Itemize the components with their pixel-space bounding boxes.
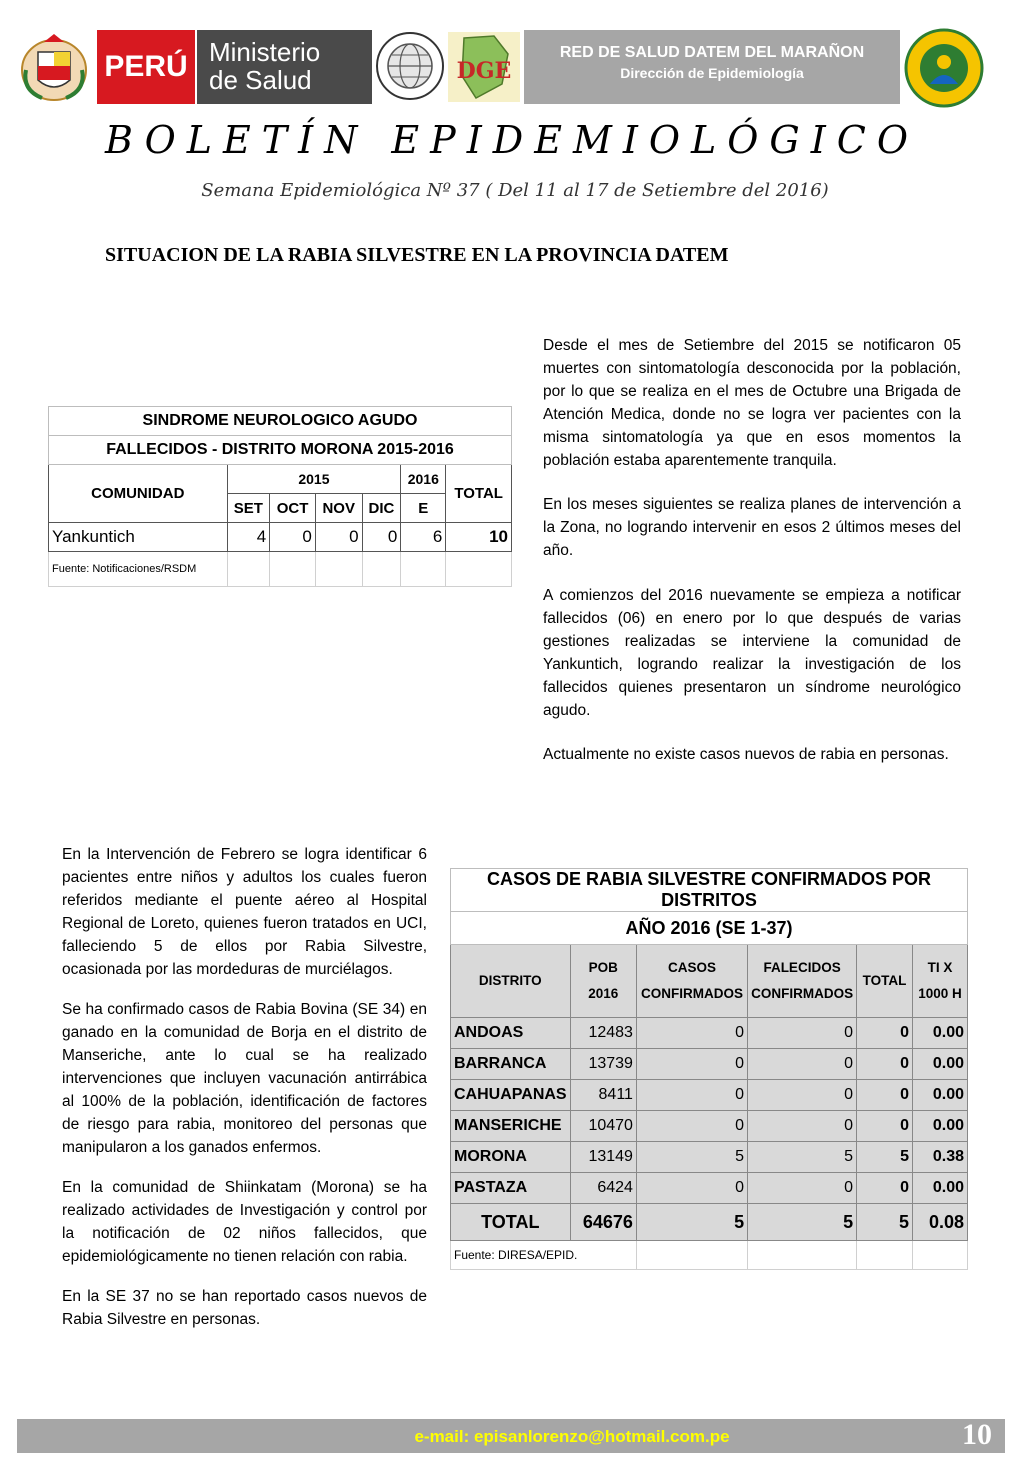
table2-total: 0 — [857, 1080, 913, 1111]
network-department: Dirección de Epidemiología — [620, 65, 804, 81]
table2-col-casos-line2: CONFIRMADOS — [641, 986, 743, 1001]
bulletin-subtitle: Semana Epidemiológica Nº 37 ( Del 11 al 17 de Setiembre del 2016) — [201, 180, 829, 201]
table2-total: 0 — [857, 1173, 913, 1204]
table2-total-pob: 64676 — [570, 1204, 636, 1241]
table2-col-casos-line1: CASOS — [668, 960, 717, 975]
table2-casos: 0 — [636, 1173, 747, 1204]
table1-col-2016: 2016 — [401, 465, 446, 494]
table2-total: 0 — [857, 1049, 913, 1080]
left-paragraph-3: En la comunidad de Shiinkatam (Morona) se ha realizado actividades de Investigación y control por la notificación de 02 niños fallecidos, que epidemiológicamente no tienen relación con rabia. — [62, 1179, 427, 1265]
table2-total-total: 5 — [857, 1204, 913, 1241]
table-row — [49, 523, 512, 552]
table2-title1: CASOS DE RABIA SILVESTRE CONFIRMADOS POR DISTRITOS — [451, 869, 968, 912]
table2-fallecidos: 0 — [748, 1111, 857, 1142]
neuro-syndrome-table — [48, 406, 512, 587]
table2-fallecidos: 0 — [748, 1080, 857, 1111]
table1-month: DIC — [362, 494, 401, 523]
right-paragraph-4: Actualmente no existe casos nuevos de rabia en personas. — [543, 746, 949, 763]
table2-col-fallecidos-line1: FALECIDOS — [763, 960, 841, 975]
table2-total: 5 — [857, 1142, 913, 1173]
table2-fallecidos: 5 — [748, 1142, 857, 1173]
table2-total: 0 — [857, 1018, 913, 1049]
table-row — [451, 1080, 968, 1111]
table2-total-fallecidos: 5 — [748, 1204, 857, 1241]
table1-community: Yankuntich — [49, 523, 228, 552]
table2-tix: 0.38 — [913, 1142, 968, 1173]
table2-fallecidos: 0 — [748, 1018, 857, 1049]
table1-month: SET — [227, 494, 270, 523]
table1-month: E — [401, 494, 446, 523]
table2-col-casos — [636, 945, 747, 1018]
table2-distrito: CAHUAPANAS — [451, 1080, 571, 1111]
table2-tix: 0.00 — [913, 1049, 968, 1080]
table2-total-row — [451, 1204, 968, 1241]
table1-cell: 0 — [362, 523, 401, 552]
table2-distrito: BARRANCA — [451, 1049, 571, 1080]
table-row — [451, 1049, 968, 1080]
dge-logo — [446, 30, 522, 104]
table1-title1: SINDROME NEUROLOGICO AGUDO — [49, 407, 512, 436]
table2-fallecidos: 0 — [748, 1049, 857, 1080]
table-row — [451, 1018, 968, 1049]
table1-month: NOV — [315, 494, 362, 523]
table1-source: Fuente: Notificaciones/RSDM — [49, 552, 228, 587]
table2-total: 0 — [857, 1111, 913, 1142]
table2-total-tix: 0.08 — [913, 1204, 968, 1241]
table2-pob: 12483 — [570, 1018, 636, 1049]
table2-pob: 10470 — [570, 1111, 636, 1142]
dge-label: DGE — [456, 58, 512, 84]
table2-col-total: TOTAL — [857, 945, 913, 1018]
table2-tix: 0.00 — [913, 1080, 968, 1111]
table2-distrito: MORONA — [451, 1142, 571, 1173]
bulletin-title: BOLETÍN EPIDEMIOLÓGICO — [104, 118, 920, 162]
table1-col-2015: 2015 — [227, 465, 401, 494]
table2-casos: 0 — [636, 1018, 747, 1049]
table1-cell: 0 — [315, 523, 362, 552]
page-number: 10 — [962, 1418, 992, 1451]
table2-pob: 8411 — [570, 1080, 636, 1111]
table2-pob: 13739 — [570, 1049, 636, 1080]
footer-email: e-mail: episanlorenzo@hotmail.com.pe — [414, 1427, 730, 1446]
peru-logo — [97, 30, 195, 104]
table2-col-tix — [913, 945, 968, 1018]
table2-total-casos: 5 — [636, 1204, 747, 1241]
table2-col-tix-line2: 1000 H — [918, 986, 962, 1001]
peru-label: PERÚ — [104, 50, 188, 83]
right-paragraph-3: A comienzos del 2016 nuevamente se empieza a notificar fallecidos (06) en enero por lo que después de varias gestiones realizadas se interviene la comunidad de Yankuntich, logrando realizar la investigación de los fallecidos quienes presentaron un síndrome neurológico agudo. — [543, 587, 961, 719]
right-paragraph-1: Desde el mes de Setiembre del 2015 se notificaron 05 muertes con sintomatología desconocida por la población, por lo que se realiza en el mes de Octubre una Brigada de Atención Medica, donde no se logra ver pacientes con la misma sintomatología ya que en esos momentos la población estaba aparentemente tranquila. — [543, 337, 961, 469]
table1-month: OCT — [270, 494, 316, 523]
table2-tix: 0.00 — [913, 1018, 968, 1049]
table2-tix: 0.00 — [913, 1173, 968, 1204]
table2-title2: AÑO 2016 (SE 1-37) — [451, 912, 968, 945]
table-row — [451, 1142, 968, 1173]
table1-col-total: TOTAL — [446, 465, 512, 523]
peru-coat-of-arms-logo — [18, 30, 90, 104]
table2-casos: 0 — [636, 1080, 747, 1111]
table1-cell: 0 — [270, 523, 316, 552]
table2-pob: 13149 — [570, 1142, 636, 1173]
left-paragraph-1: En la Intervención de Febrero se logra identificar 6 pacientes entre niños y adultos los cuales fueron referidos mediante el puente aéreo al Hospital Regional de Loreto, quienes fueron tratados en UCI, falleciendo 5 de ellos por Rabia Silvestre, ocasionada por las mordeduras de murciélagos. — [62, 846, 427, 978]
table1-col-comunidad: COMUNIDAD — [49, 465, 228, 523]
table2-distrito: ANDOAS — [451, 1018, 571, 1049]
table2-distrito: PASTAZA — [451, 1173, 571, 1204]
table2-col-fallecidos — [748, 945, 857, 1018]
renace-logo — [374, 28, 446, 104]
table2-col-pob: POB 2016 — [570, 945, 636, 1018]
table2-col-distrito: DISTRITO — [451, 945, 571, 1018]
network-name: RED DE SALUD DATEM DEL MARAÑON — [559, 44, 865, 61]
table2-col-tix-line1: TI X — [927, 960, 953, 975]
table1-total: 10 — [446, 523, 512, 552]
section-title: SITUACION DE LA RABIA SILVESTRE EN LA PROVINCIA DATEM — [105, 244, 729, 266]
table2-total-label: TOTAL — [451, 1204, 571, 1241]
network-banner — [524, 30, 900, 104]
rabies-cases-table — [450, 868, 968, 1270]
table1-cell: 4 — [227, 523, 270, 552]
table2-casos: 5 — [636, 1142, 747, 1173]
ministerio-de-salud-logo — [197, 30, 372, 104]
table2-casos: 0 — [636, 1049, 747, 1080]
right-paragraph-2: En los meses siguientes se realiza planes de intervención a la Zona, no logrando intervenir en esos 2 últimos meses del año. — [543, 496, 961, 559]
table2-pob: 6424 — [570, 1173, 636, 1204]
ministry-line1: Ministerio — [209, 37, 321, 67]
table2-distrito: MANSERICHE — [451, 1111, 571, 1142]
table1-title2: FALLECIDOS - DISTRITO MORONA 2015-2016 — [49, 436, 512, 465]
table2-tix: 0.00 — [913, 1111, 968, 1142]
table-row — [451, 1111, 968, 1142]
table2-col-fallecidos-line2: CONFIRMADOS — [751, 986, 854, 1001]
left-paragraph-4: En la SE 37 no se han reportado casos nuevos de Rabia Silvestre en personas. — [62, 1288, 427, 1328]
table1-cell: 6 — [401, 523, 446, 552]
red-de-salud-datem-logo — [904, 28, 984, 108]
ministry-line2: de Salud — [209, 65, 312, 95]
table2-source: Fuente: DIRESA/EPID. — [451, 1241, 637, 1270]
table2-fallecidos: 0 — [748, 1173, 857, 1204]
left-paragraph-2: Se ha confirmado casos de Rabia Bovina (SE 34) en ganado en la comunidad de Borja en el distrito de Manseriche, ante lo cual se ha realizado intervenciones que incluyen vacunación antirrábica al 100% de la población, identificación de factores de riesgo para rabia, monitoreo del personas que manipularon a los ganados enfermos. — [62, 1001, 427, 1156]
table-row — [451, 1173, 968, 1204]
table2-casos: 0 — [636, 1111, 747, 1142]
